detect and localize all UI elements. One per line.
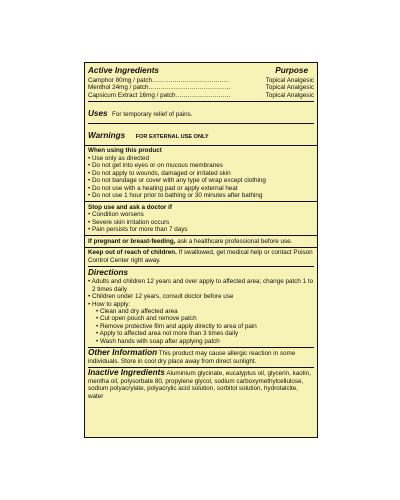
bullet-icon: • xyxy=(88,293,91,301)
bullet-item xyxy=(88,323,314,330)
warnings-section xyxy=(88,124,314,267)
ingredient-row xyxy=(88,92,314,100)
bullet-item xyxy=(88,293,314,300)
bullet-item xyxy=(88,177,314,184)
bullet-text: Children under 12 years, consult doctor before use xyxy=(91,293,234,301)
purpose-header: Purpose xyxy=(275,66,308,75)
inactive-ingredients-header: Inactive Ingredients xyxy=(88,368,165,378)
active-ingredients-section xyxy=(88,65,314,102)
bullet-icon: • xyxy=(96,322,99,330)
inactive-ingredients-text: Aluminium glycinate, eucalyptus oil, glycerin, kaolin, mentha oil, polysorbate 80, propylene glycol, sodium carboxymethylcellulose, sodium polyacrylate, polyacrylic acid solution, sorbitol solution, hydrotalcite, water xyxy=(88,370,311,400)
pregnant-bold: If pregnant or breast-feeding, xyxy=(88,237,176,245)
bullet-text: Remove protective film and apply directly to area of pain xyxy=(99,322,257,330)
bullet-item xyxy=(88,301,314,308)
other-information-header: Other Information xyxy=(88,347,158,357)
ingredient-name: Capsicum Extract 16mg / patch xyxy=(88,91,176,99)
bullet-item xyxy=(88,192,314,199)
bullet-icon: • xyxy=(88,155,91,163)
ingredient-purpose: Topical Analgesic xyxy=(265,91,314,99)
bullet-text: Do not get into eyes or on mucous membranes xyxy=(91,162,223,170)
bullet-text: Do not bandage or cover with any type of wrap except clothing xyxy=(91,177,266,185)
external-use-label: FOR EXTERNAL USE ONLY xyxy=(135,134,209,141)
bullet-icon: • xyxy=(88,211,91,219)
divider xyxy=(85,145,317,146)
bullet-text: Do not use with a heating pad or apply external heat xyxy=(91,184,238,192)
stop-use-title: Stop use and ask a doctor if xyxy=(88,203,172,211)
bullet-item xyxy=(88,330,314,337)
when-using-list xyxy=(88,155,314,199)
directions-section xyxy=(88,267,314,348)
directions-list xyxy=(88,278,314,308)
ingredient-name: Camphor 80mg / patch xyxy=(88,76,153,84)
bullet-icon: • xyxy=(88,184,91,192)
bullet-text: Adults and children 12 years and over apply to affected area; change patch 1 to 2 times daily xyxy=(91,278,314,293)
bullet-text: Use only as directed xyxy=(91,155,150,163)
bullet-icon: • xyxy=(88,278,91,286)
bullet-item xyxy=(88,226,314,233)
bullet-item xyxy=(88,170,314,177)
uses-text: For temporary relief of pains. xyxy=(112,111,193,119)
bullet-item xyxy=(88,278,314,293)
bullet-text: Pain persists for more than 7 days xyxy=(91,226,188,234)
inactive-ingredients-section xyxy=(88,368,314,402)
bullet-text: How to apply: xyxy=(91,300,131,308)
bullet-icon: • xyxy=(88,192,91,200)
ingredient-row xyxy=(88,84,314,92)
leader-dots: ........................... xyxy=(175,91,231,99)
bullet-item xyxy=(88,308,314,315)
uses-section xyxy=(88,102,314,124)
bullet-text: Severe skin irritation occurs xyxy=(91,218,170,226)
leader-dots: ...................................... xyxy=(152,76,230,84)
when-using-title: When using this product xyxy=(88,147,162,155)
ingredient-purpose: Topical Analgesic xyxy=(265,76,314,84)
bullet-text: Apply to affected area not more than 3 times daily xyxy=(99,330,239,338)
bullet-icon: • xyxy=(96,330,99,338)
bullet-icon: • xyxy=(88,218,91,226)
bullet-icon: • xyxy=(88,177,91,185)
directions-header: Directions xyxy=(88,268,129,278)
bullet-item xyxy=(88,185,314,192)
pregnant-rest: ask a healthcare professional before use. xyxy=(175,237,293,245)
bullet-item xyxy=(88,338,314,345)
bullet-icon: • xyxy=(88,169,91,177)
bullet-item xyxy=(88,315,314,322)
bullet-icon: • xyxy=(96,307,99,315)
divider xyxy=(85,235,317,236)
bullet-icon: • xyxy=(96,315,99,323)
children-rest: If swallowed, get medical help or contact Poison Control Center right away. xyxy=(88,249,313,264)
bullet-icon: • xyxy=(88,226,91,234)
bullet-text: Cut open pouch and remove patch xyxy=(99,315,197,323)
active-ingredients-header: Active Ingredients xyxy=(88,66,159,75)
children-warning xyxy=(88,249,314,264)
bullet-item xyxy=(88,219,314,226)
other-information-section xyxy=(88,348,314,368)
other-information-text: This product may cause allergic reaction in some individuals. Store in cool dry place away from direct sunlight. xyxy=(88,349,296,365)
how-to-apply-list xyxy=(88,308,314,345)
ingredient-purpose: Topical Analgesic xyxy=(265,84,314,92)
bullet-text: Do not apply to wounds, damaged or irritated skin xyxy=(91,169,231,177)
drug-facts-panel xyxy=(84,62,318,438)
bullet-item xyxy=(88,155,314,162)
bullet-icon: • xyxy=(96,337,99,345)
bullet-item xyxy=(88,211,314,218)
bullet-item xyxy=(88,162,314,169)
divider xyxy=(85,247,317,248)
stop-use-list xyxy=(88,211,314,233)
divider xyxy=(85,201,317,202)
children-bold: Keep out of reach of children. xyxy=(88,249,177,257)
leader-dots: ........................................ xyxy=(148,84,231,92)
ingredient-row xyxy=(88,77,314,85)
bullet-icon: • xyxy=(88,162,91,170)
bullet-text: Wash hands with soap after applying patch xyxy=(99,337,220,345)
bullet-icon: • xyxy=(88,300,91,308)
uses-header: Uses xyxy=(88,109,108,119)
warnings-header: Warnings xyxy=(88,131,126,141)
bullet-text: Clean and dry affected area xyxy=(99,307,178,315)
ingredient-name: Menthol 24mg / patch xyxy=(88,84,149,92)
active-ingredients-list xyxy=(88,77,314,100)
bullet-text: Do not use 1 hour prior to bathing or 30 minutes after bathing xyxy=(91,192,263,200)
pregnant-warning xyxy=(88,238,314,246)
bullet-text: Condition worsens xyxy=(91,211,144,219)
